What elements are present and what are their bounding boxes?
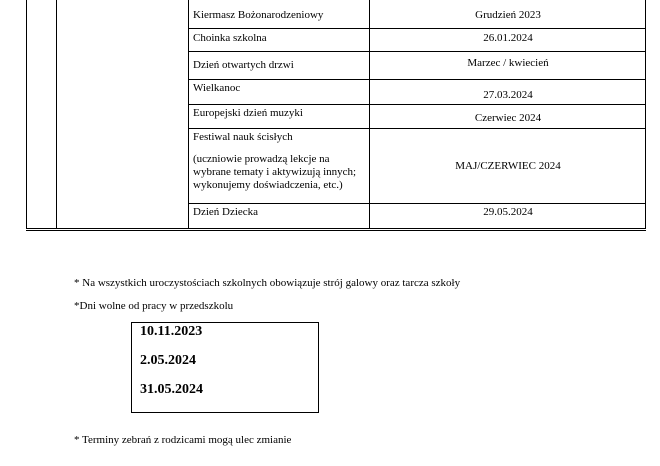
event-name: Wielkanoc	[193, 82, 241, 94]
days-off-title: *Dni wolne od pracy w przedszkolu	[74, 300, 234, 312]
day-off-date: 2.05.2024	[140, 353, 196, 368]
event-detail: (uczniowie prowadzą lekcje na	[193, 153, 330, 165]
day-off-date: 10.11.2023	[140, 324, 203, 339]
event-date: 26.01.2024	[483, 32, 533, 44]
event-name: Festiwal nauk ścisłych	[193, 131, 293, 143]
table-bottom-border	[26, 228, 646, 229]
events-table	[0, 0, 660, 232]
event-name: Europejski dzień muzyki	[193, 107, 303, 119]
row-divider	[188, 203, 646, 204]
event-date: Czerwiec 2024	[474, 112, 542, 124]
event-name: Dzień otwartych drzwi	[193, 59, 294, 71]
event-date: Grudzień 2023	[475, 9, 541, 21]
table-column-divider	[369, 0, 370, 229]
days-off-box	[131, 322, 319, 413]
event-name: Kiermasz Bożonarodzeniowy	[193, 9, 324, 21]
row-divider	[188, 128, 646, 129]
event-name: Dzień Dziecka	[193, 206, 259, 218]
row-divider	[188, 79, 646, 80]
event-date: 29.05.2024	[483, 206, 533, 218]
table-column-divider	[188, 0, 189, 229]
table-border-left	[26, 0, 27, 229]
table-column-divider	[56, 0, 57, 229]
day-off-date: 31.05.2024	[140, 382, 203, 397]
event-date: 27.03.2024	[483, 89, 533, 101]
event-name: Choinka szkolna	[193, 32, 267, 44]
table-bottom-border	[26, 230, 646, 231]
event-detail: wykonujemy doświadczenia, etc.)	[193, 179, 343, 191]
event-date: MAJ/CZERWIEC 2024	[455, 160, 561, 172]
row-divider	[188, 28, 646, 29]
event-date: Marzec / kwiecień	[467, 57, 549, 69]
table-border-right	[645, 0, 646, 229]
meetings-note: * Terminy zebrań z rodzicami mogą ulec zmianie	[74, 434, 292, 446]
dress-code-note: * Na wszystkich uroczystościach szkolnych obowiązuje strój galowy oraz tarcza szkoły	[74, 277, 461, 289]
row-divider	[188, 51, 646, 52]
row-divider	[188, 104, 646, 105]
event-detail: wybrane tematy i aktywizują innych;	[193, 166, 357, 178]
